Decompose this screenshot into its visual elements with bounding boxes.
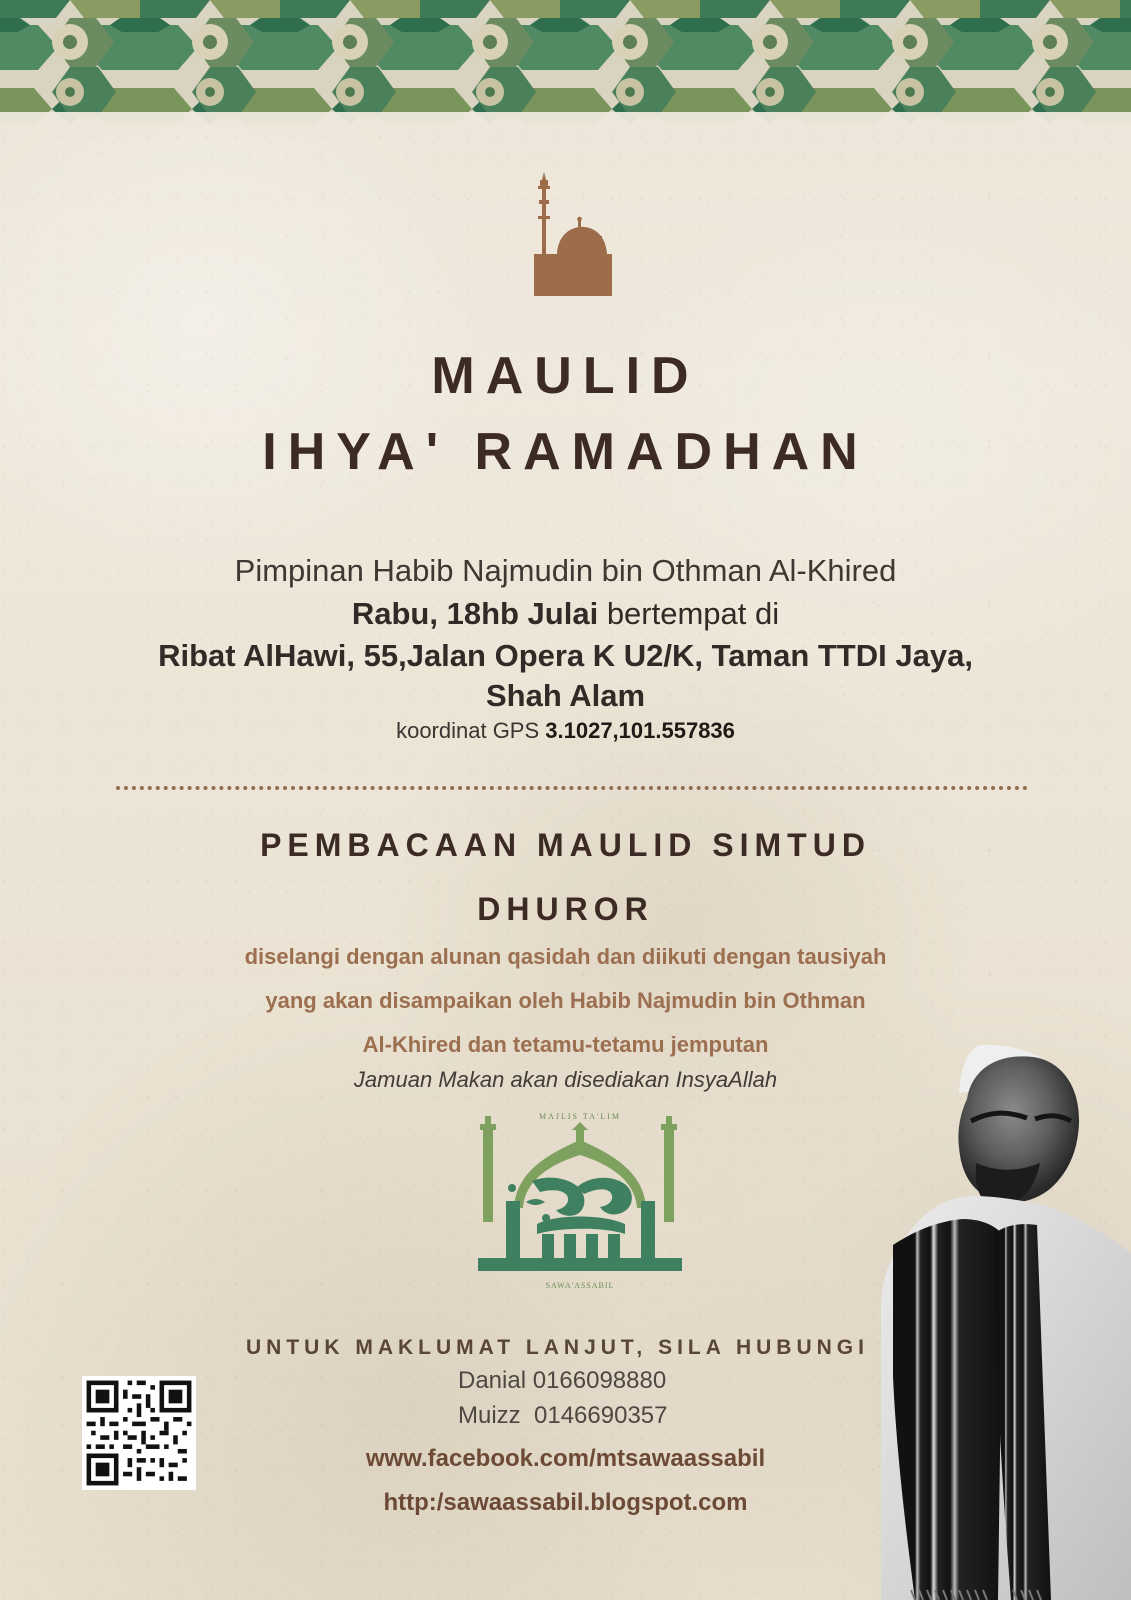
gps-value: 3.1027,101.557836 — [545, 718, 735, 743]
contact-muizz: Muizz 0146690357 — [458, 1402, 668, 1429]
blog-link[interactable]: http:/sawaassabil.blogspot.com — [383, 1489, 748, 1516]
address-line-2: Shah Alam — [485, 678, 646, 713]
gps-label: koordinat GPS — [396, 718, 546, 743]
qr-code[interactable] — [82, 1376, 196, 1490]
mosque-icon — [534, 172, 612, 296]
section-title-line-2: DHUROR — [477, 891, 654, 927]
date-strong: Rabu, 18hb Julai — [351, 596, 599, 631]
dotted-divider — [116, 786, 1028, 790]
facebook-link[interactable]: www.facebook.com/mtsawaassabil — [365, 1445, 766, 1472]
contact-danial: Danial 0166098880 — [458, 1367, 667, 1394]
meal-note: Jamuan Makan akan disediakan InsyaAllah — [353, 1067, 778, 1092]
logo-top-text: MAJLIS TA'LIM — [539, 1112, 621, 1121]
address-line-1: Ribat AlHawi, 55,Jalan Opera K U2/K, Taman TTDI Jaya, — [158, 638, 973, 673]
logo-bottom-text: SAWA'ASSABIL — [545, 1281, 615, 1290]
description-line-2: yang akan disampaikan oleh Habib Najmudin bin Othman — [265, 988, 866, 1013]
qr-code-icon — [82, 1376, 196, 1490]
leader-text: Pimpinan Habib Najmudin bin Othman Al-Khired — [234, 553, 897, 588]
title-line-2: IHYA' RAMADHAN — [262, 423, 869, 481]
title-line-1: MAULID — [431, 347, 700, 405]
gps-line — [0, 717, 1131, 745]
section-title-line-1: PEMBACAAN MAULID SIMTUD — [260, 827, 871, 863]
date-rest: bertempat di — [598, 596, 780, 631]
description-line-1: diselangi dengan alunan qasidah dan diikuti dengan tausiyah — [244, 944, 887, 969]
description-line-3: Al-Khired dan tetamu-tetamu jemputan — [362, 1032, 769, 1057]
top-pattern — [0, 0, 1131, 125]
organization-logo — [460, 1106, 700, 1291]
date-line — [0, 596, 1131, 632]
contact-heading: UNTUK MAKLUMAT LANJUT, SILA HUBUNGI — [246, 1336, 869, 1359]
